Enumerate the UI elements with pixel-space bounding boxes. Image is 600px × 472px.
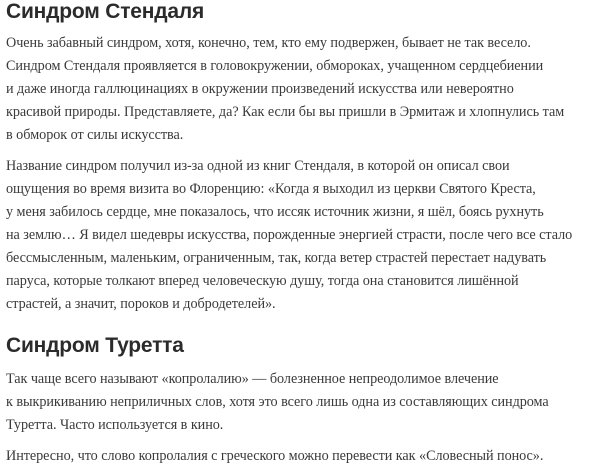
text-line: в обморок от силы искусства. <box>6 127 184 143</box>
heading-stendhal-syndrome: Синдром Стендаля <box>6 0 205 23</box>
text-line: Интересно, что слово копролалия с греческого можно перевести как «Словесный понос». <box>6 448 544 464</box>
paragraph-stendhal-origin <box>6 155 594 316</box>
text-line: красивой природы. Представляете, да? Как если бы вы пришли в Эрмитаж и хлопнулись там <box>6 104 565 120</box>
text-line: и даже иногда галлюцинациях в окружении произведений искусства или невероятно <box>6 81 514 97</box>
text-line: на землю… Я видел шедевры искусства, порожденные энергией страсти, после чего все стало <box>6 227 573 243</box>
heading-tourette-syndrome: Синдром Туретта <box>6 334 184 357</box>
paragraph-tourette-etymology <box>6 445 594 468</box>
text-line: Очень забавный синдром, хотя, конечно, тем, кто ему подвержен, бывает не так весело. <box>6 35 531 51</box>
text-line: к выкрикиванию неприличных слов, хотя это всего лишь одна из составляющих синдрома <box>6 394 549 410</box>
text-line: Синдром Стендаля проявляется в головокружении, обмороках, учащенном сердцебиении <box>6 58 544 74</box>
text-line: Туретта. Часто используется в кино. <box>6 417 224 433</box>
paragraph-tourette-definition <box>6 368 594 437</box>
text-line: Название синдром получил из-за одной из книг Стендаля, в которой он описал свои <box>6 158 510 174</box>
text-line: Так чаще всего называют «копролалию» — болезненное непреодолимое влечение <box>6 371 499 387</box>
text-line: страстей, а значит, пороков и добродетелей». <box>6 296 276 312</box>
text-line: ощущения во время визита во Флоренцию: «Когда я выходил из церкви Святого Креста, <box>6 181 536 197</box>
text-line: паруса, которые толкают вперед человеческую душу, тогда она становится лишённой <box>6 273 519 289</box>
paragraph-stendhal-intro <box>6 32 594 147</box>
text-line: у меня забилось сердце, мне показалось, что иссяк источник жизни, я шёл, боясь рухнуть <box>6 204 544 220</box>
text-line: бессмысленным, маленьким, ограниченным, так, когда ветер страстей перестает надувать <box>6 250 547 266</box>
